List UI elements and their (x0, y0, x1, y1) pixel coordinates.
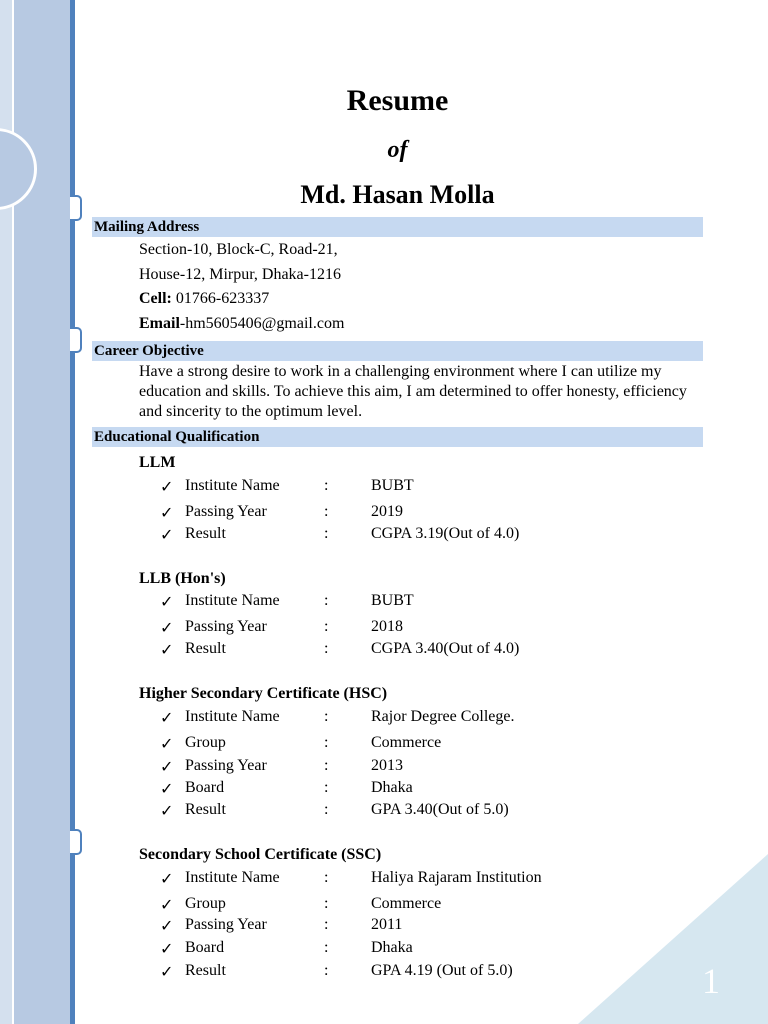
qualification-label: Result (185, 525, 226, 542)
qualification-value: CGPA 3.40(Out of 4.0) (371, 640, 520, 657)
colon-separator: : (324, 734, 329, 751)
qualification-value: 2019 (371, 503, 403, 520)
degree-title: LLB (Hon's) (139, 570, 226, 587)
check-icon: ✓ (160, 479, 174, 496)
qualification-label: Group (185, 895, 226, 912)
qualification-value: Haliya Rajaram Institution (371, 869, 542, 886)
resume-of: of (387, 137, 408, 163)
check-icon: ✓ (160, 594, 174, 611)
address-line-2: House-12, Mirpur, Dhaka-1216 (139, 266, 341, 283)
decorative-tab (70, 829, 82, 855)
qualification-value: Dhaka (371, 939, 413, 956)
qualification-label: Result (185, 640, 226, 657)
check-icon: ✓ (160, 759, 174, 776)
check-icon: ✓ (160, 918, 174, 935)
qualification-label: Group (185, 734, 226, 751)
qualification-value: GPA 4.19 (Out of 5.0) (371, 962, 513, 979)
qualification-label: Result (185, 962, 226, 979)
colon-separator: : (324, 801, 329, 818)
qualification-label: Institute Name (185, 708, 280, 725)
check-icon: ✓ (160, 781, 174, 798)
education-heading: Educational Qualification (92, 427, 703, 447)
candidate-name: Md. Hasan Molla (300, 180, 495, 209)
mailing-address-heading: Mailing Address (92, 217, 703, 237)
colon-separator: : (324, 869, 329, 886)
colon-separator: : (324, 939, 329, 956)
qualification-value: 2018 (371, 618, 403, 635)
colon-separator: : (324, 477, 329, 494)
degree-title: Secondary School Certificate (SSC) (139, 846, 382, 863)
colon-separator: : (324, 640, 329, 657)
corner-triangle (578, 854, 768, 1024)
colon-separator: : (324, 895, 329, 912)
career-objective-text: Have a strong desire to work in a challenging environment where I can utilize my education and skills. To achieve this aim, I am determined to offer honesty, efficiency and sincerity to the optimum level. (139, 363, 687, 420)
check-icon: ✓ (160, 527, 174, 544)
colon-separator: : (324, 962, 329, 979)
colon-separator: : (324, 757, 329, 774)
qualification-value: 2011 (371, 916, 403, 933)
qualification-value: Rajor Degree College. (371, 708, 515, 725)
colon-separator: : (324, 618, 329, 635)
qualification-label: Board (185, 939, 225, 956)
qualification-value: BUBT (371, 477, 414, 494)
cell-value: 01766-623337 (171, 290, 270, 307)
decorative-tab (70, 327, 82, 353)
qualification-label: Result (185, 801, 226, 818)
check-icon: ✓ (160, 803, 174, 820)
colon-separator: : (324, 708, 329, 725)
resume-title: Resume (346, 84, 449, 117)
check-icon: ✓ (160, 897, 174, 914)
email-line (139, 315, 344, 333)
check-icon: ✓ (160, 941, 174, 958)
check-icon: ✓ (160, 964, 174, 981)
check-icon: ✓ (160, 505, 174, 522)
qualification-value: CGPA 3.19(Out of 4.0) (371, 525, 520, 542)
check-icon: ✓ (160, 710, 174, 727)
qualification-label: Institute Name (185, 869, 280, 886)
qualification-label: Institute Name (185, 477, 280, 494)
colon-separator: : (324, 503, 329, 520)
qualification-value: Dhaka (371, 779, 413, 796)
degree-title: LLM (139, 454, 176, 471)
qualification-value: 2013 (371, 757, 403, 774)
check-icon: ✓ (160, 642, 174, 659)
career-objective-heading: Career Objective (92, 341, 703, 361)
colon-separator: : (324, 916, 329, 933)
check-icon: ✓ (160, 736, 174, 753)
qualification-label: Board (185, 779, 225, 796)
check-icon: ✓ (160, 871, 174, 888)
cell-line (139, 290, 269, 308)
page-number: 1 (702, 961, 720, 1001)
qualification-value: Commerce (371, 734, 442, 751)
degree-title: Higher Secondary Certificate (HSC) (139, 685, 388, 702)
qualification-label: Passing Year (185, 503, 267, 520)
email-value: -hm5605406@gmail.com (179, 315, 345, 332)
qualification-label: Passing Year (185, 916, 267, 933)
colon-separator: : (324, 592, 329, 609)
check-icon: ✓ (160, 620, 174, 637)
colon-separator: : (324, 779, 329, 796)
cell-label: Cell: (139, 290, 172, 307)
qualification-value: BUBT (371, 592, 414, 609)
email-label: Email (139, 315, 180, 332)
address-line-1: Section-10, Block-C, Road-21, (139, 241, 338, 258)
qualification-label: Passing Year (185, 757, 267, 774)
qualification-label: Passing Year (185, 618, 267, 635)
qualification-value: Commerce (371, 895, 442, 912)
qualification-label: Institute Name (185, 592, 280, 609)
qualification-value: GPA 3.40(Out of 5.0) (371, 801, 509, 818)
colon-separator: : (324, 525, 329, 542)
